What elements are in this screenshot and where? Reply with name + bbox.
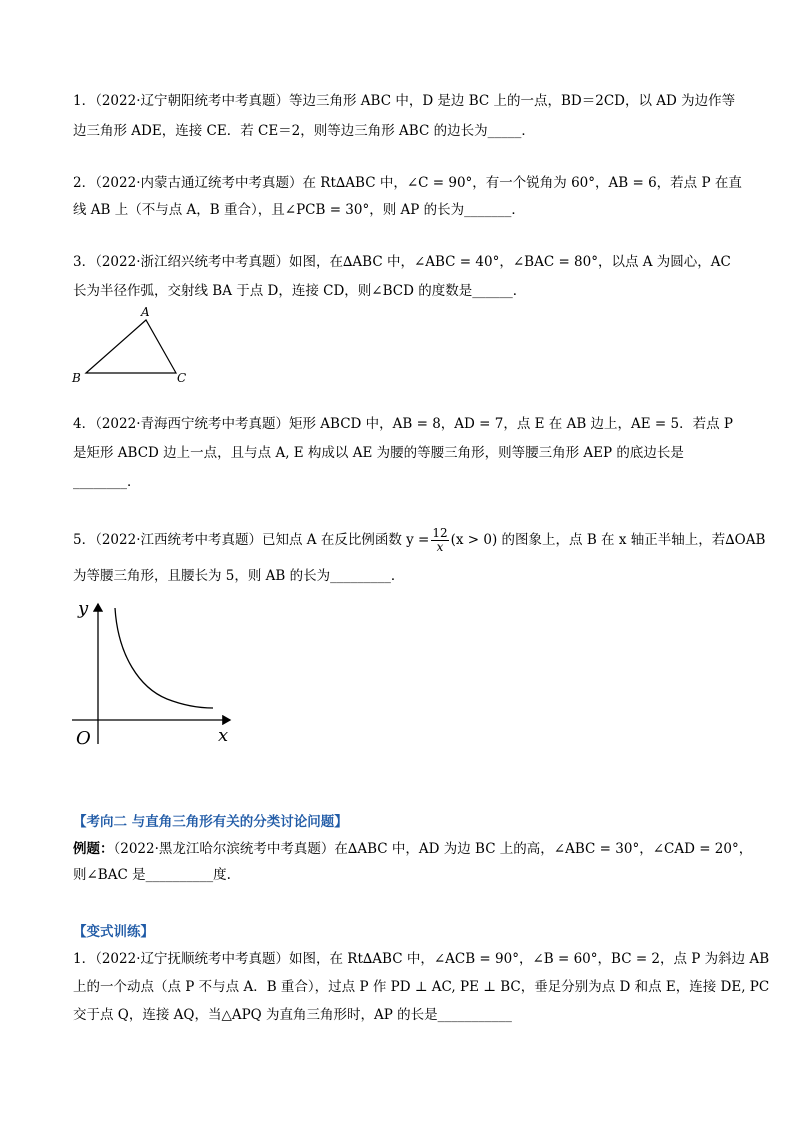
q4-line2: 是矩形 ABCD 边上一点，且与点 A, E 构成以 AE 为腰的等腰三角形，则等腰三角形 AEP 的底边长是 [73, 445, 684, 461]
example-line2: 则∠BAC 是__________度. [73, 867, 231, 883]
y-axis-label: y [78, 598, 89, 619]
example-text: （2022·黑龙江哈尔滨统考中考真题）在∆ABC 中，AD 为边 BC 上的高，∠ABC = 30°，∠CAD = 20°， [113, 841, 753, 857]
variant-line2: 上的一个动点（点 P 不与点 A．B 重合），过点 P 作 PD ⊥ AC, PE ⊥ BC，垂足分别为点 D 和点 E，连接 DE, PC [73, 979, 770, 995]
label-a: A [141, 305, 150, 319]
q5-line1-pre: 5．（2022·江西统考中考真题）已知点 A 在反比例函数 y = [73, 532, 430, 548]
q2-line2: 线 AB 上（不与点 A，B 重合），且∠PCB = 30°，则 AP 的长为_______． [73, 202, 525, 218]
label-c: C [177, 371, 187, 385]
x-axis-label: x [218, 725, 229, 746]
inverse-function-graph [70, 596, 240, 748]
q4-line3: ________． [73, 474, 141, 490]
q1-line1: 1．（2022·辽宁朝阳统考中考真题）等边三角形 ABC 中，D 是边 BC 上的一点，BD＝2CD，以 AD 为边作等 [73, 93, 736, 109]
q5-line1 [73, 526, 766, 554]
triangle-figure [68, 302, 198, 388]
fraction-numerator: 12 [432, 526, 448, 540]
q3-line1: 3．（2022·浙江绍兴统考中考真题）如图，在∆ABC 中，∠ABC = 40°，∠BAC = 80°，以点 A 为圆心，AC [73, 254, 731, 270]
variant-title: 【变式训练】 [73, 924, 154, 940]
fraction-denominator: x [436, 540, 444, 554]
fraction [431, 527, 448, 554]
example-label: 例题： [73, 841, 114, 857]
q1-line2: 边三角形 ADE，连接 CE．若 CE＝2，则等边三角形 ABC 的边长为_____． [73, 123, 535, 139]
section-title: 【考向二 与直角三角形有关的分类讨论问题】 [73, 814, 348, 830]
example-line1 [73, 836, 753, 863]
q5-line2: 为等腰三角形，且腰长为 5，则 AB 的长为_________． [73, 568, 405, 584]
triangle-abc [86, 320, 176, 373]
label-b: B [72, 371, 81, 385]
q5-line1-post: (x > 0) 的图象上，点 B 在 x 轴正半轴上，若∆OAB [450, 532, 766, 548]
hyperbola-curve [115, 608, 213, 708]
q4-line1: 4．（2022·青海西宁统考中考真题）矩形 ABCD 中，AB = 8，AD = 7，点 E 在 AB 边上，AE = 5．若点 P [73, 416, 734, 432]
variant-line1: 1．（2022·辽宁抚顺统考中考真题）如图，在 Rt∆ABC 中，∠ACB = 90°，∠B = 60°，BC = 2，点 P 为斜边 AB [73, 951, 770, 967]
variant-line3: 交于点 Q，连接 AQ，当△APQ 为直角三角形时，AP 的长是___________ [73, 1007, 512, 1023]
q2-line1: 2．（2022·内蒙古通辽统考中考真题）在 Rt∆ABC 中，∠C = 90°，有一个锐角为 60°，AB = 6，若点 P 在直 [73, 175, 742, 191]
origin-label: O [76, 728, 91, 748]
q3-line2: 长为半径作弧，交射线 BA 于点 D，连接 CD，则∠BCD 的度数是______． [73, 283, 527, 299]
